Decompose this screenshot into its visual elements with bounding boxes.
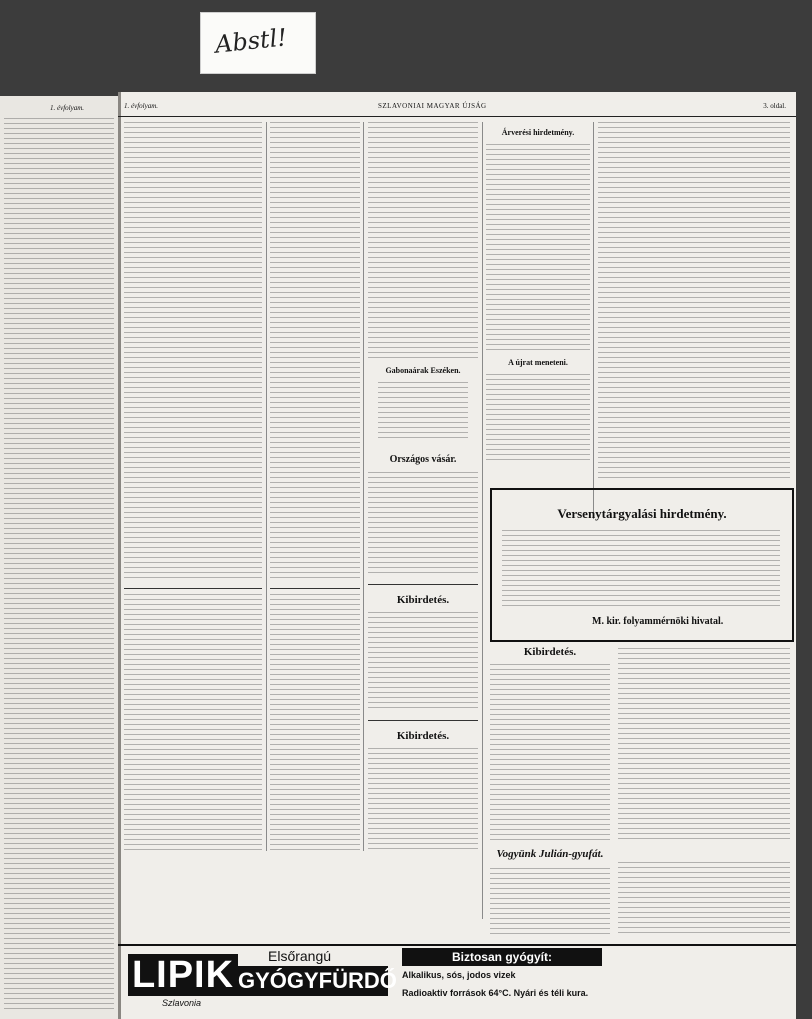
heading-ujrat: A újrat meneteni. bbox=[508, 358, 568, 367]
ad-biztosan: Biztosan gyógyít: bbox=[402, 948, 602, 966]
article-text-kibirdetes-3 bbox=[490, 664, 610, 840]
heading-orszagos-vasar: Országos vásár. bbox=[389, 454, 457, 465]
article-text-lower-right bbox=[618, 648, 790, 840]
column-rule bbox=[482, 122, 483, 919]
ad-lipik-logo: LIPIK bbox=[128, 954, 238, 996]
column-rule bbox=[266, 122, 267, 851]
heading-kibirdetes-1: Kibirdetés. bbox=[396, 594, 450, 606]
ad-szlavonia: Szlavonia bbox=[162, 998, 202, 1008]
lipik-advertisement bbox=[118, 944, 796, 1016]
ad-gyogyfurdo: GYÓGYFÜRDŐ bbox=[238, 966, 388, 996]
article-text-bottom-mid bbox=[490, 868, 610, 936]
ad-line-forrasok: Radioaktiv források 64°C. Nyári és téli kura. bbox=[402, 988, 589, 998]
heading-gabona: Gabonaárak Eszéken. bbox=[385, 366, 461, 375]
article-text-bottom-right bbox=[618, 862, 790, 934]
column-rule bbox=[363, 122, 364, 851]
article-text-kibirdetes-1 bbox=[368, 612, 478, 712]
masthead-title: SZLAVONIAI MAGYAR ÚJSÁG bbox=[378, 102, 487, 110]
column-rule bbox=[593, 122, 594, 519]
article-text-column-5 bbox=[598, 122, 790, 482]
article-text-arveresi bbox=[486, 144, 590, 354]
section-rule bbox=[124, 588, 262, 589]
article-text-column-1 bbox=[124, 122, 262, 582]
article-text-kibirdetes-2 bbox=[368, 748, 478, 852]
section-rule bbox=[368, 584, 478, 585]
page-fold bbox=[118, 92, 121, 1019]
ad-line-vizek: Alkalikus, sós, jodos vizek bbox=[402, 970, 516, 980]
heading-hivatal: M. kir. folyammérnöki hivatal. bbox=[592, 616, 724, 627]
verseny-announcement-box bbox=[490, 488, 794, 642]
masthead-page-number: 3. oldal. bbox=[763, 102, 786, 110]
masthead-volume: 1. évfolyam. bbox=[124, 102, 159, 110]
heading-arveresi: Árverési hirdetmény. bbox=[501, 128, 575, 137]
masthead bbox=[118, 98, 796, 117]
back-page-edge bbox=[0, 96, 118, 1019]
grain-price-table bbox=[378, 382, 468, 442]
article-text-column-1b bbox=[124, 594, 262, 852]
back-page-text-column bbox=[4, 118, 114, 1013]
heading-kibirdetes-2: Kibirdetés. bbox=[396, 730, 450, 742]
newspaper-page bbox=[118, 92, 796, 1019]
handwritten-note bbox=[200, 12, 316, 74]
ad-elsorangu: Elsőrangú bbox=[268, 948, 332, 964]
gyufa-slogan: Vogyünk Julián-gyufát. bbox=[496, 848, 604, 860]
heading-kibirdetes-3: Kibirdetés. bbox=[523, 646, 577, 658]
article-text-ujrat bbox=[486, 374, 590, 462]
section-rule bbox=[270, 588, 360, 589]
article-text-column-3 bbox=[368, 122, 478, 362]
article-text-column-2 bbox=[270, 122, 360, 582]
article-text-vasar bbox=[368, 472, 478, 576]
back-page-header: 1. évfolyam. bbox=[50, 104, 85, 112]
section-rule bbox=[368, 720, 478, 721]
handwritten-note-text: Abstl! bbox=[213, 23, 289, 59]
verseny-body-text bbox=[502, 530, 780, 608]
heading-verseny: Versenytárgyalási hirdetmény. bbox=[557, 506, 727, 521]
article-text-column-2b bbox=[270, 594, 360, 852]
